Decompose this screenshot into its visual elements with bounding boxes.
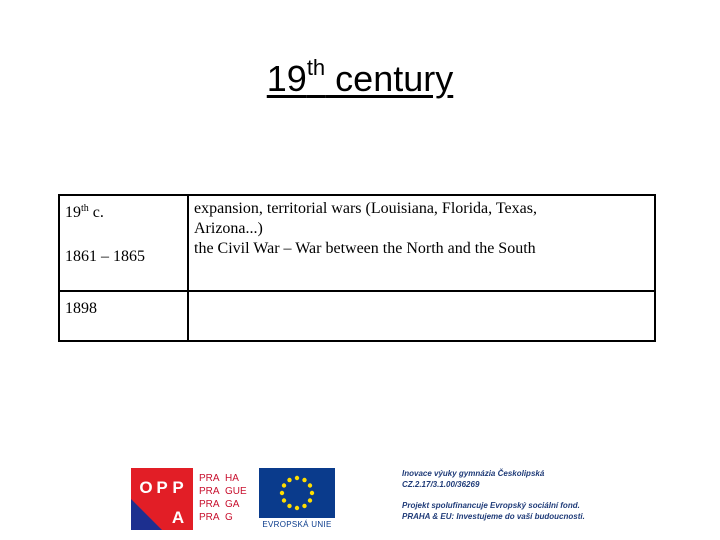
- event-cell-empty: [188, 291, 655, 341]
- eu-star: [295, 506, 299, 510]
- eu-star: [282, 498, 286, 502]
- date-19th-c: 19th c.: [65, 203, 104, 221]
- eu-star: [308, 498, 312, 502]
- event-line: Arizona...): [194, 220, 263, 237]
- title-word: century: [325, 58, 454, 99]
- info-line: Inovace výuky gymnázia Českolipská: [402, 469, 545, 478]
- info-line: CZ.2.17/3.1.00/36269: [402, 480, 480, 489]
- praha-logo: PRA HA PRA GUE PRA GA PRA G: [199, 473, 247, 523]
- table-row: [59, 195, 655, 291]
- date-cell: [59, 195, 188, 291]
- eu-star: [280, 491, 284, 495]
- event-line: the Civil War – War between the North and the South: [194, 240, 536, 257]
- event-line: expansion, territorial wars (Louisiana, Florida, Texas,: [194, 200, 537, 217]
- eu-label: EVROPSKÁ UNIE: [262, 520, 332, 529]
- footer-logos: [0, 464, 720, 534]
- svg-text:P: P: [172, 478, 184, 497]
- eu-logo: [259, 468, 335, 530]
- oppa-logo: [131, 468, 193, 530]
- title-number: 19: [266, 58, 307, 99]
- slide-title: [0, 40, 720, 107]
- svg-text:A: A: [171, 508, 185, 527]
- eu-star: [295, 476, 299, 480]
- event-cell: [188, 195, 655, 291]
- eu-star: [282, 483, 286, 487]
- eu-flag-icon: [259, 468, 335, 518]
- eu-star: [287, 478, 291, 482]
- project-info: [402, 468, 642, 522]
- title-ordinal: th: [306, 55, 326, 80]
- eu-star: [310, 491, 314, 495]
- info-line: PRAHA & EU: Investujeme do vaší budoucnosti.: [402, 512, 585, 521]
- history-table: [58, 194, 656, 342]
- info-line: Projekt spolufinancuje Evropský sociální fond.: [402, 501, 580, 510]
- eu-star: [287, 504, 291, 508]
- date-1861-1865: 1861 – 1865: [65, 248, 145, 265]
- eu-star: [302, 478, 306, 482]
- date-1898: 1898: [65, 300, 97, 317]
- svg-text:P: P: [156, 478, 168, 497]
- date-cell: [59, 291, 188, 341]
- svg-text:O: O: [139, 478, 153, 497]
- table-row: [59, 291, 655, 341]
- eu-star: [308, 483, 312, 487]
- eu-star: [302, 504, 306, 508]
